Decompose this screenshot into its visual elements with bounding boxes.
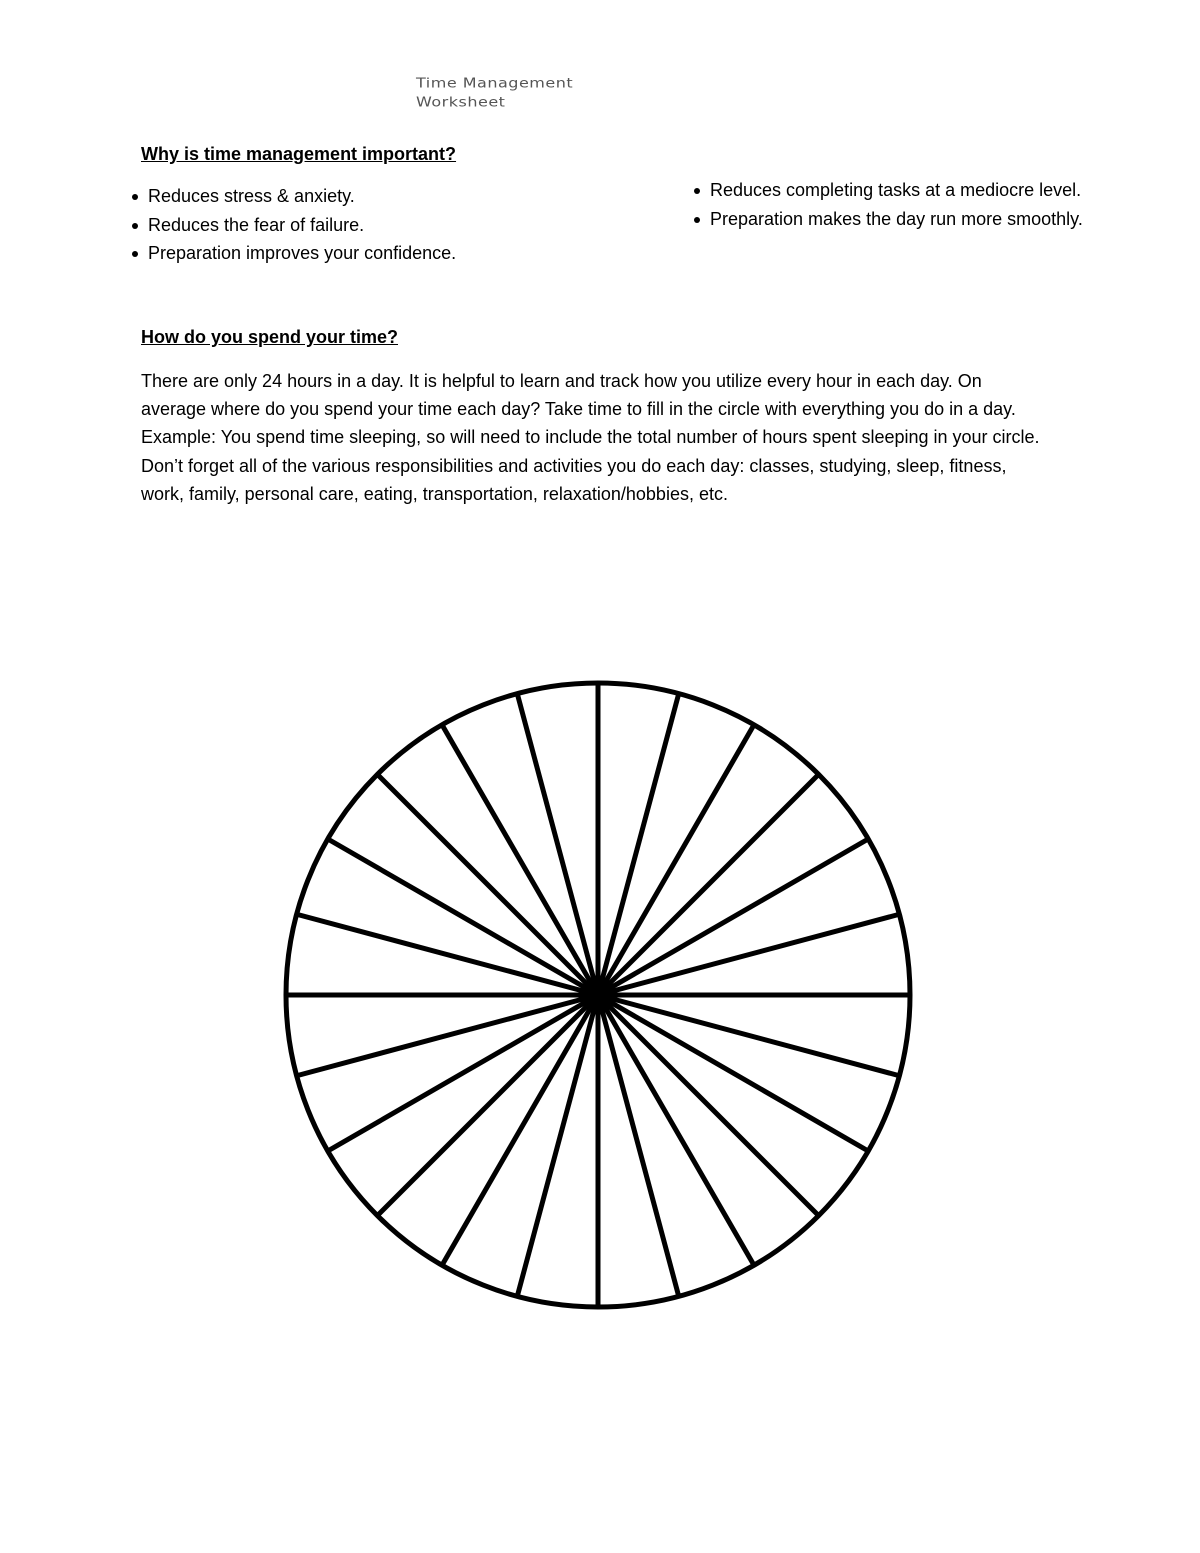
wheel-spoke bbox=[517, 995, 598, 1296]
how-section-paragraph: There are only 24 hours in a day. It is helpful to learn and track how you utilize every hour in each day. On average where do you spend your time each day? Take time to fill in the circle with everything you do in a day. Example: You spend time sleeping, so will need to include the total number of hours spent sleeping in your circle. Don’t forget all of the various responsibilities and activities you do each day: classes, studying, sleep, fitness, work, family, personal care, eating, transportation, relaxation/hobbies, etc. bbox=[141, 371, 1040, 504]
wheel-spoke bbox=[598, 995, 899, 1076]
bullet-item: Reduces completing tasks at a mediocre level. bbox=[693, 176, 1083, 205]
document-title-line-2: Worksheet bbox=[416, 93, 506, 110]
bullet-item: Preparation makes the day run more smoothly. bbox=[693, 205, 1083, 234]
wheel-spoke bbox=[297, 995, 598, 1076]
wheel-spoke bbox=[598, 914, 899, 995]
wheel-hub bbox=[584, 981, 612, 1009]
wheel-spoke bbox=[598, 995, 679, 1296]
bullet-item: Preparation improves your confidence. bbox=[131, 239, 456, 268]
why-section-heading: Why is time management important? bbox=[141, 144, 457, 164]
how-section-heading: How do you spend your time? bbox=[141, 327, 399, 347]
wheel-spoke bbox=[297, 914, 598, 995]
wheel-spoke bbox=[517, 694, 598, 995]
bullet-item: Reduces stress & anxiety. bbox=[131, 182, 456, 211]
wheel-spoke bbox=[598, 694, 679, 995]
bullet-item: Reduces the fear of failure. bbox=[131, 211, 456, 240]
document-title-line-1: Time Management bbox=[416, 74, 574, 91]
